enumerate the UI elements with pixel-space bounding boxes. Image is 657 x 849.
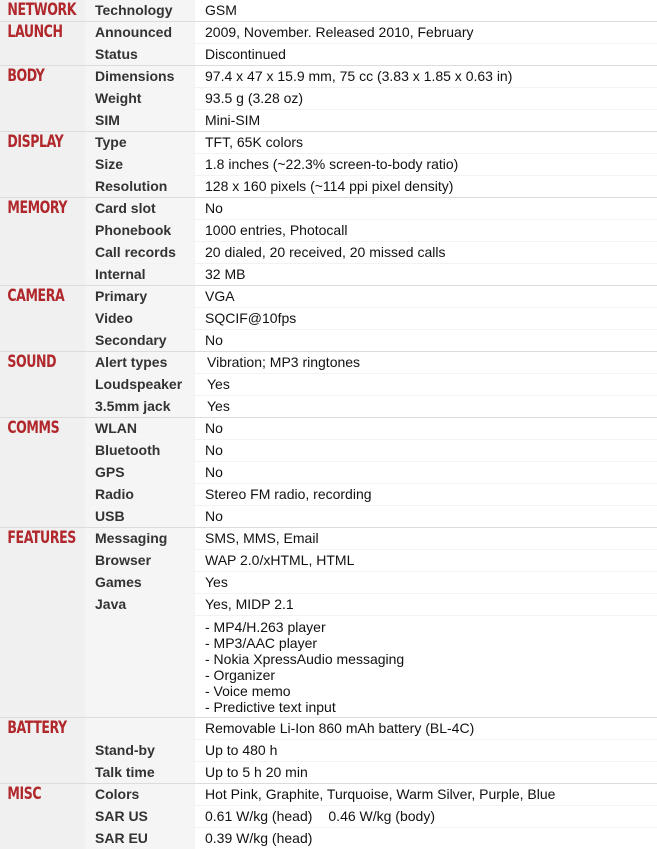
feature-list-item: - Nokia XpressAudio messaging [205,651,405,667]
spec-value-text: 1.8 inches (~22.3% screen-to-body ratio) [205,156,459,172]
spec-value-text: SMS, MMS, Email [205,530,319,546]
section-title: MISC [0,784,68,805]
spec-value-text: Yes [207,376,230,392]
feature-list-item: - MP4/H.263 player [205,619,326,635]
spec-value-text: No [205,200,223,216]
spec-value [195,0,657,21]
spec-value [195,484,657,505]
feature-list-item: - MP3/AAC player [205,635,318,651]
section-header-cell [0,718,85,783]
spec-section-misc [0,783,657,849]
spec-value [195,828,657,849]
spec-row [85,0,657,21]
spec-value-text: Hot Pink, Graphite, Turquoise, Warm Silver, Purple, Blue [205,786,556,802]
spec-label: Resolution [85,176,195,197]
spec-label: Call records [85,242,195,263]
spec-value [195,154,657,175]
spec-value-text: 128 x 160 pixels (~114 ppi pixel density) [205,178,454,194]
section-header-cell [0,528,85,717]
section-rows [85,132,657,197]
spec-value [195,198,657,219]
spec-value [195,308,657,329]
spec-value-text: 2009, November. Released 2010, February [205,24,474,40]
spec-label: Video [85,308,195,329]
spec-row [85,483,657,505]
spec-row [85,153,657,175]
spec-row [85,87,657,109]
section-title: SOUND [0,352,68,373]
spec-value [195,572,657,593]
spec-row [85,263,657,285]
spec-value-text: Up to 480 h [205,742,278,758]
spec-row-extras [85,615,657,717]
spec-value [195,242,657,263]
spec-value [195,418,657,439]
spec-value-text: 0.39 W/kg (head) [205,830,313,846]
spec-value-text: No [205,464,223,480]
section-header-cell [0,198,85,285]
spec-row [85,307,657,329]
spec-label: Primary [85,286,195,307]
section-title: CAMERA [0,286,68,307]
spec-value [195,462,657,483]
spec-value-text: 97.4 x 47 x 15.9 mm, 75 cc (3.83 x 1.85 x 0.63 in) [205,68,513,84]
spec-row [85,109,657,131]
spec-value-text: No [205,508,223,524]
spec-row [85,132,657,153]
section-title: COMMS [0,418,68,439]
spec-label: Stand-by [85,740,195,761]
section-title: FEATURES [0,528,68,549]
spec-value-text: WAP 2.0/xHTML, HTML [205,552,355,568]
section-title: LAUNCH [0,22,68,43]
section-header-cell [0,784,85,849]
spec-value-text: Up to 5 h 20 min [205,764,308,780]
spec-label: Radio [85,484,195,505]
spec-label: Browser [85,550,195,571]
feature-list-item: - Predictive text input [205,699,336,715]
spec-value-text: SQCIF@10fps [205,310,297,326]
spec-value-text: VGA [205,288,235,304]
spec-value [195,264,657,285]
spec-value-text: TFT, 65K colors [205,134,304,150]
spec-value-text: Removable Li-Ion 860 mAh battery (BL-4C) [205,720,475,736]
spec-label: Type [85,132,195,153]
spec-section-memory [0,197,657,285]
spec-value [195,506,657,527]
spec-row [85,505,657,527]
spec-section-features [0,527,657,717]
spec-value [195,286,657,307]
section-header-cell [0,418,85,527]
section-title: BATTERY [0,718,68,739]
spec-value-text: Yes, MIDP 2.1 [205,596,294,612]
section-title: NETWORK [0,0,68,21]
spec-label: SAR EU [85,828,195,849]
spec-label: Technology [85,0,195,21]
spec-value-text: Yes [207,398,230,414]
spec-row [85,352,657,373]
spec-label: 3.5mm jack [85,396,195,417]
spec-value-text: Mini-SIM [205,112,261,128]
section-rows [85,22,657,65]
spec-row [85,219,657,241]
spec-section-display [0,131,657,197]
section-rows [85,528,657,717]
section-rows [85,718,657,783]
spec-label: Talk time [85,762,195,783]
spec-row [85,739,657,761]
spec-row [85,66,657,87]
spec-value-text: Discontinued [205,46,286,62]
spec-row [85,286,657,307]
spec-value [195,528,657,549]
spec-value [195,110,657,131]
spec-row [85,418,657,439]
spec-row [85,718,657,739]
spec-section-network [0,0,657,21]
spec-value-text: 32 MB [205,266,246,282]
spec-value-text: 93.5 g (3.28 oz) [205,90,304,106]
section-title: MEMORY [0,198,68,219]
spec-label: SAR US [85,806,195,827]
section-header-cell [0,132,85,197]
spec-value [195,132,657,153]
feature-list-item: - Organizer [205,667,276,683]
spec-label: Colors [85,784,195,805]
spec-section-body [0,65,657,131]
spec-value [195,806,657,827]
spec-row [85,528,657,549]
spec-value [195,740,657,761]
spec-value [195,88,657,109]
spec-label: Java [85,594,195,615]
spec-label: Announced [85,22,195,43]
spec-row [85,329,657,351]
spec-label: Card slot [85,198,195,219]
spec-label: Messaging [85,528,195,549]
spec-row [85,461,657,483]
spec-label [85,718,195,739]
spec-value [195,66,657,87]
spec-value-text: 0.61 W/kg (head) [205,808,313,824]
spec-label: Internal [85,264,195,285]
spec-value [195,374,657,395]
spec-section-camera [0,285,657,351]
spec-value [195,762,657,783]
spec-label: Secondary [85,330,195,351]
spec-value [195,330,657,351]
section-rows [85,784,657,849]
spec-value [195,22,657,43]
spec-row [85,571,657,593]
spec-row [85,549,657,571]
spec-row [85,761,657,783]
spec-value-text: Vibration; MP3 ringtones [207,354,361,370]
spec-value-text: 20 dialed, 20 received, 20 missed calls [205,244,446,260]
spec-label: USB [85,506,195,527]
spec-value [195,44,657,65]
spec-section-sound [0,351,657,417]
section-rows [85,286,657,351]
spec-label: Loudspeaker [85,374,195,395]
section-title: BODY [0,66,68,87]
spec-label: SIM [85,110,195,131]
spec-row [85,241,657,263]
spec-section-comms [0,417,657,527]
spec-value [195,594,657,615]
spec-value [195,220,657,241]
spec-label-empty [85,616,195,717]
spec-label: Dimensions [85,66,195,87]
spec-label: Weight [85,88,195,109]
spec-value [195,396,657,417]
spec-value [195,718,657,739]
spec-label: Bluetooth [85,440,195,461]
spec-value-text: 1000 entries, Photocall [205,222,348,238]
spec-row [85,439,657,461]
spec-value [195,176,657,197]
spec-row [85,175,657,197]
spec-label: Alert types [85,352,195,373]
section-header-cell [0,22,85,65]
spec-value-text: No [205,442,223,458]
spec-label: Phonebook [85,220,195,241]
section-rows [85,66,657,131]
spec-row [85,43,657,65]
spec-extras-list [195,616,657,717]
spec-section-battery [0,717,657,783]
spec-value-text: No [205,332,223,348]
section-rows [85,0,657,21]
section-rows [85,352,657,417]
spec-row [85,827,657,849]
feature-list-item: - Voice memo [205,683,291,699]
spec-value [195,352,657,373]
section-rows [85,418,657,527]
spec-value-text: No [205,420,223,436]
spec-label: GPS [85,462,195,483]
spec-label: Status [85,44,195,65]
spec-label: Games [85,572,195,593]
section-rows [85,198,657,285]
spec-row [85,805,657,827]
spec-row [85,784,657,805]
spec-row [85,593,657,615]
spec-row [85,22,657,43]
section-title: DISPLAY [0,132,68,153]
spec-label: Size [85,154,195,175]
spec-row [85,373,657,395]
spec-row [85,395,657,417]
spec-value-text: Yes [205,574,228,590]
spec-value-text-2: 0.46 W/kg (body) [328,808,435,824]
section-header-cell [0,66,85,131]
section-header-cell [0,0,85,21]
spec-section-launch [0,21,657,65]
spec-value-text: GSM [205,2,237,18]
spec-value [195,550,657,571]
spec-value [195,784,657,805]
spec-label: WLAN [85,418,195,439]
section-header-cell [0,286,85,351]
spec-value-text: Stereo FM radio, recording [205,486,372,502]
spec-value [195,440,657,461]
section-header-cell [0,352,85,417]
spec-row [85,198,657,219]
